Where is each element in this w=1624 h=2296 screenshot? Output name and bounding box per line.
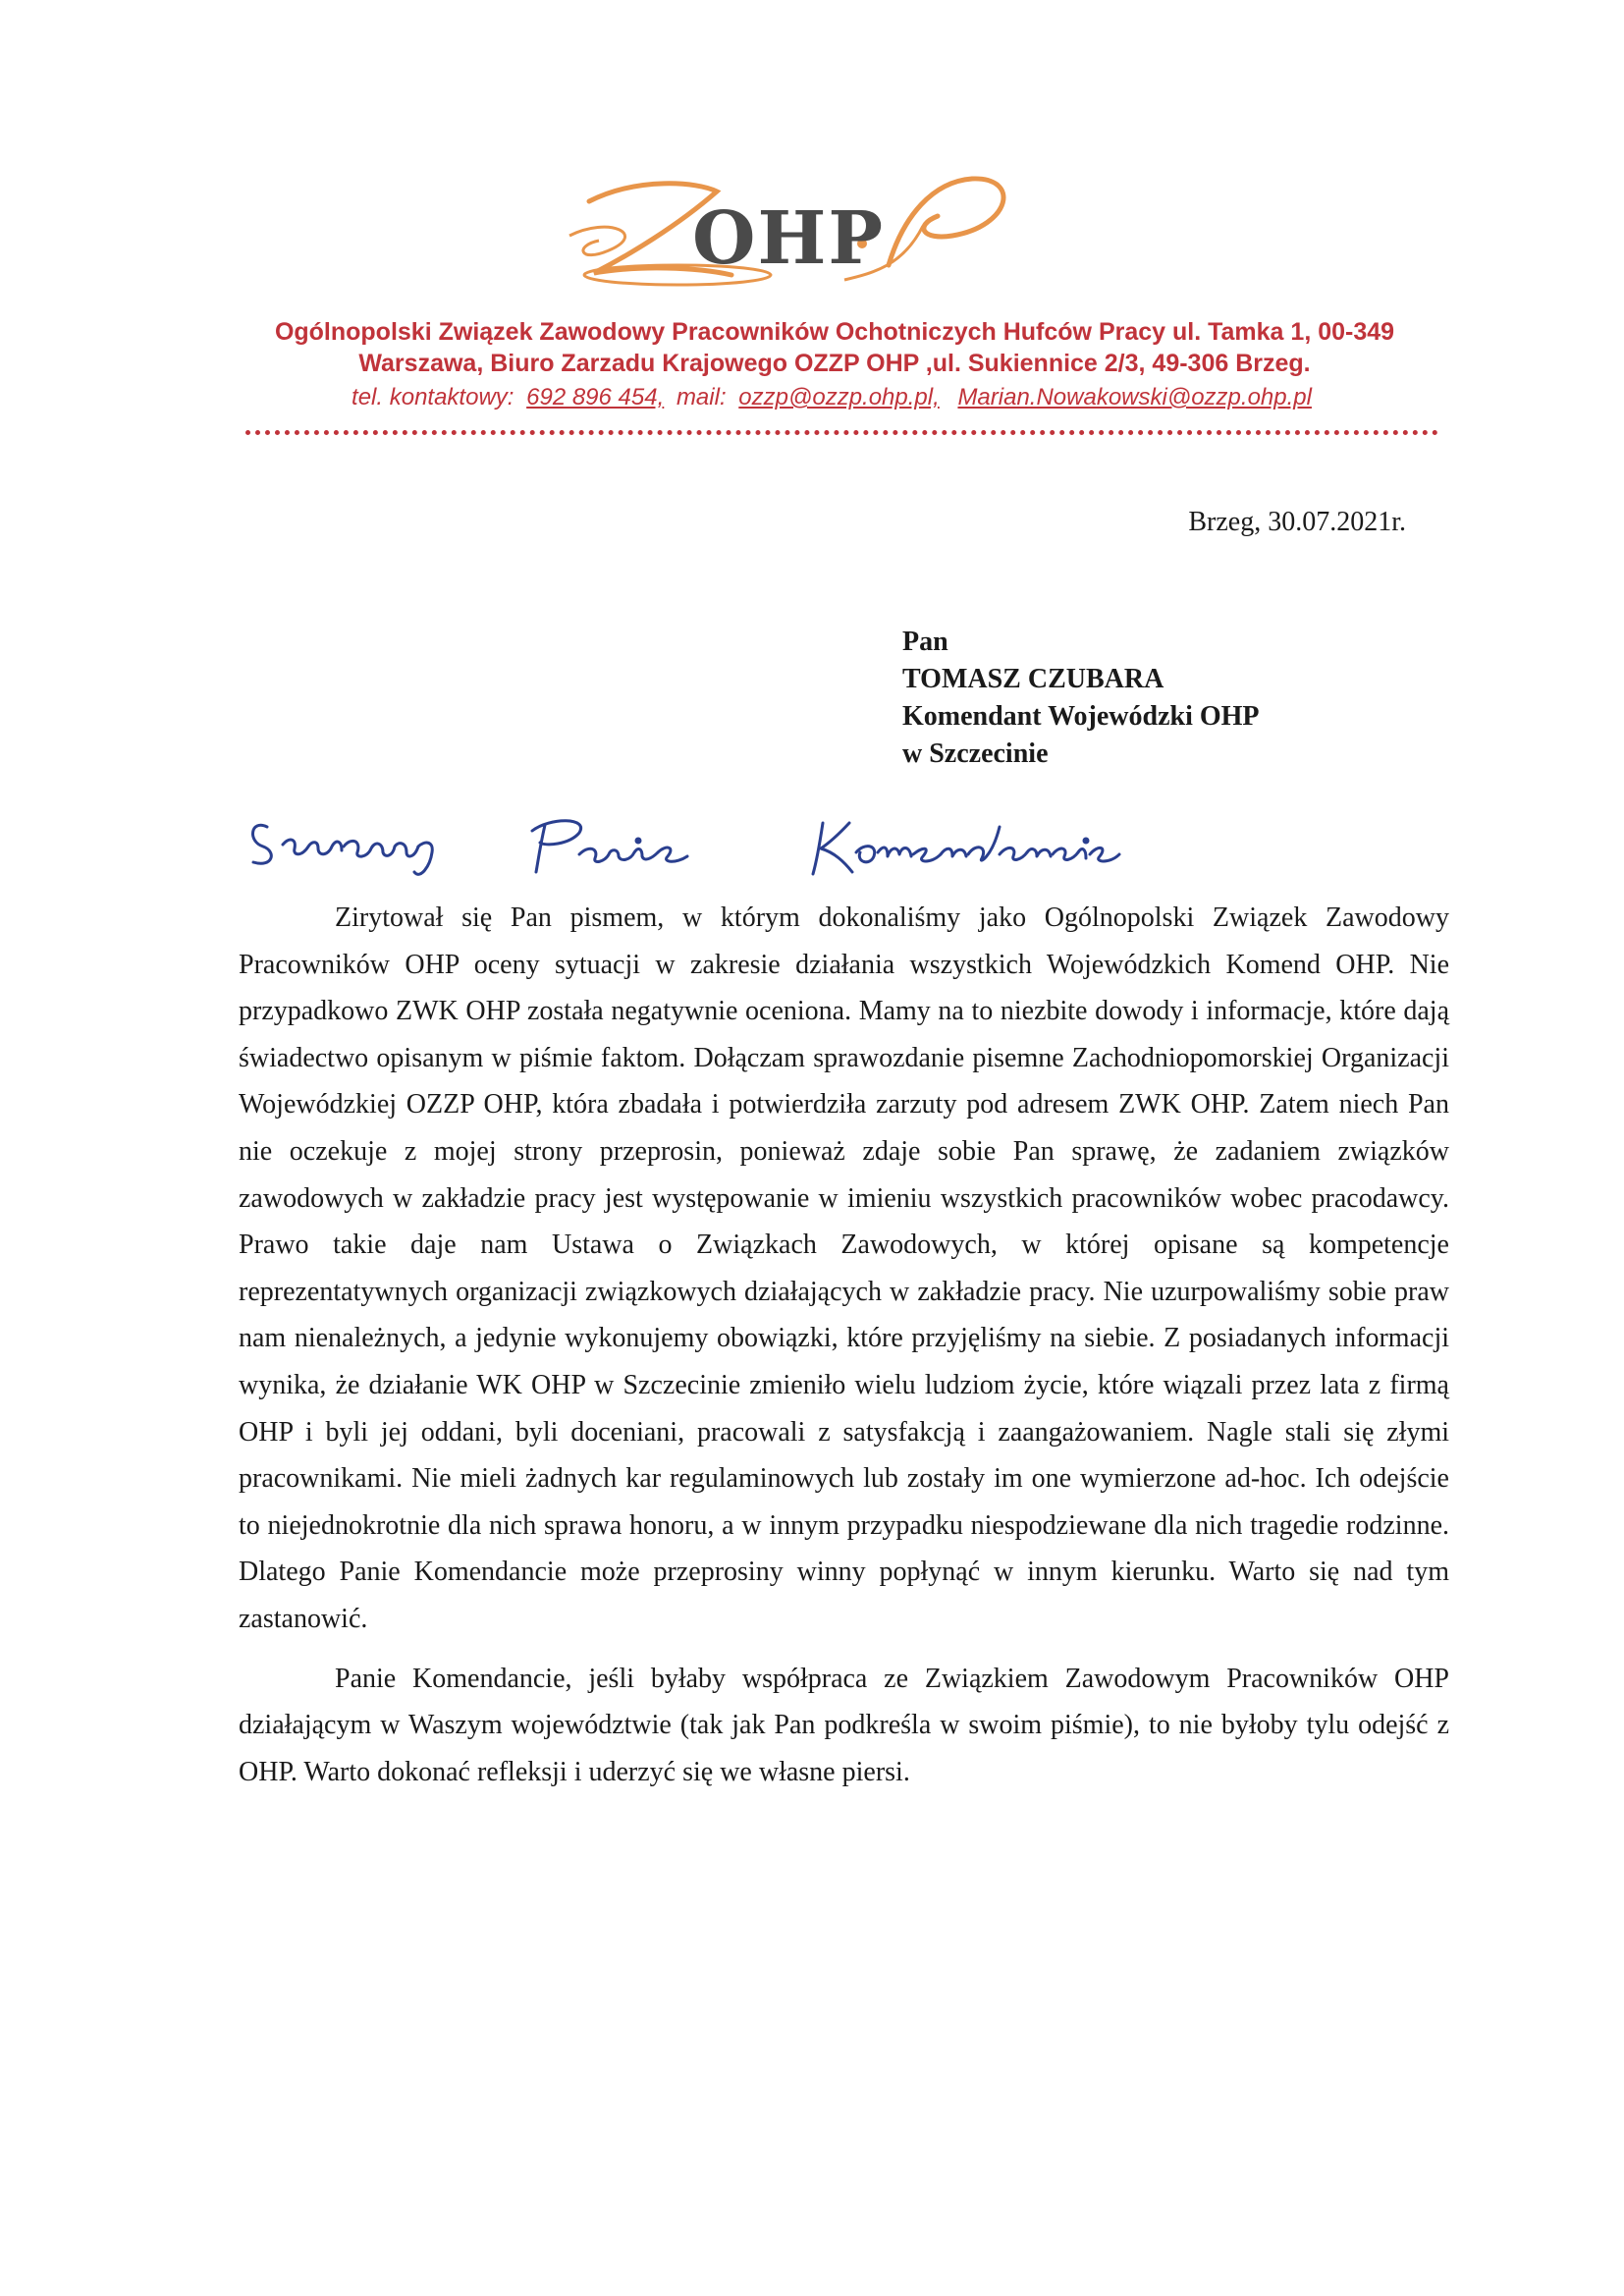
letterhead-divider <box>245 430 1438 435</box>
recipient-line-2: TOMASZ CZUBARA <box>902 664 1164 694</box>
letter-date: Brzeg, 30.07.2021r. <box>1188 507 1406 537</box>
letterhead-line-1: Ogólnopolski Związek Zawodowy Pracowników Ochotniczych Hufców Pracy ul. Tamka 1, 00-349 <box>274 318 1395 346</box>
letterhead-contacts <box>255 382 1414 413</box>
handwriting-icon <box>245 797 1227 886</box>
handwritten-salutation <box>245 797 1227 886</box>
letter-body <box>239 895 1449 1795</box>
mail-link-1[interactable]: ozzp@ozzp.ohp.pl, <box>738 384 940 410</box>
recipient-block <box>902 624 1260 773</box>
mail-label: mail: <box>676 384 727 410</box>
ohp-logo <box>550 157 1041 304</box>
tel-label: tel. kontaktowy: <box>352 384 514 410</box>
logo-text: OHP <box>692 196 886 281</box>
recipient-line-4: w Szczecinie <box>902 738 1049 769</box>
body-paragraph-1: Zirytował się Pan pismem, w którym dokonaliśmy jako Ogólnopolski Związek Zawodowy Pracowników OHP oceny sytuacji w zakresie działania wszystkich Wojewódzkich Komend OHP. Nie przypadkowo ZWK OHP została negatywnie oceniona. Mamy na to niezbite dowody i informacje, które dają świadectwo opisanym w piśmie faktom. Dołączam sprawozdanie pisemne Zachodniopomorskiej Organizacji Wojewódzkiej OZZP OHP, która zbadała i potwierdziła zarzuty pod adresem ZWK OHP. Zatem niech Pan nie oczekuje z mojej strony przeprosin, ponieważ zdaje sobie Pan sprawę, że zadaniem związków zawodowych w zakładzie pracy jest występowanie w imieniu wszystkich pracowników wobec pracodawcy. Prawo takie daje nam Ustawa o Związkach Zawodowych, w której opisane są kompetencje reprezentatywnych organizacji związkowych działających w zakładzie pracy. Nie uzurpowaliśmy sobie praw nam nienależnych, a jedynie wykonujemy obowiązki, które przyjęliśmy na siebie. Z posiadanych informacji wynika, że działanie WK OHP w Szczecinie zmieniło wielu ludziom życie, które wiązali przez lata z firmą OHP i byli jej oddani, byli doceniani, pracowali z satysfakcją i zaangażowaniem. Nagle stali się złymi pracownikami. Nie mieli żadnych kar regulaminowych lub zostały im one wymierzone ad-hoc. Ich odejście to niejednokrotnie dla nich sprawa honoru, a w innym przypadku niespodziewane dla nich tragedie rodzinne. Dlatego Panie Komendancie może przeprosiny winny popłynąć w innym kierunku. Warto się nad tym zastanowić. <box>239 902 1449 1634</box>
tel-number[interactable]: 692 896 454, <box>526 384 665 410</box>
mail-link-2[interactable]: Marian.Nowakowski@ozzp.ohp.pl <box>957 384 1312 410</box>
recipient-line-1: Pan <box>902 627 948 657</box>
recipient-line-3: Komendant Wojewódzki OHP <box>902 701 1260 732</box>
body-paragraph-2: Panie Komendancie, jeśli byłaby współpraca ze Związkiem Zawodowym Pracowników OHP działającym w Waszym województwie (tak jak Pan podkreśla w swoim piśmie), to nie byłoby tylu odejść z OHP. Warto dokonać refleksji i uderzyć się we własne piersi. <box>239 1663 1449 1787</box>
letterhead-line-2: Warszawa, Biuro Zarzadu Krajowego OZZP OHP ,ul. Sukiennice 2/3, 49-306 Brzeg. <box>358 350 1311 377</box>
